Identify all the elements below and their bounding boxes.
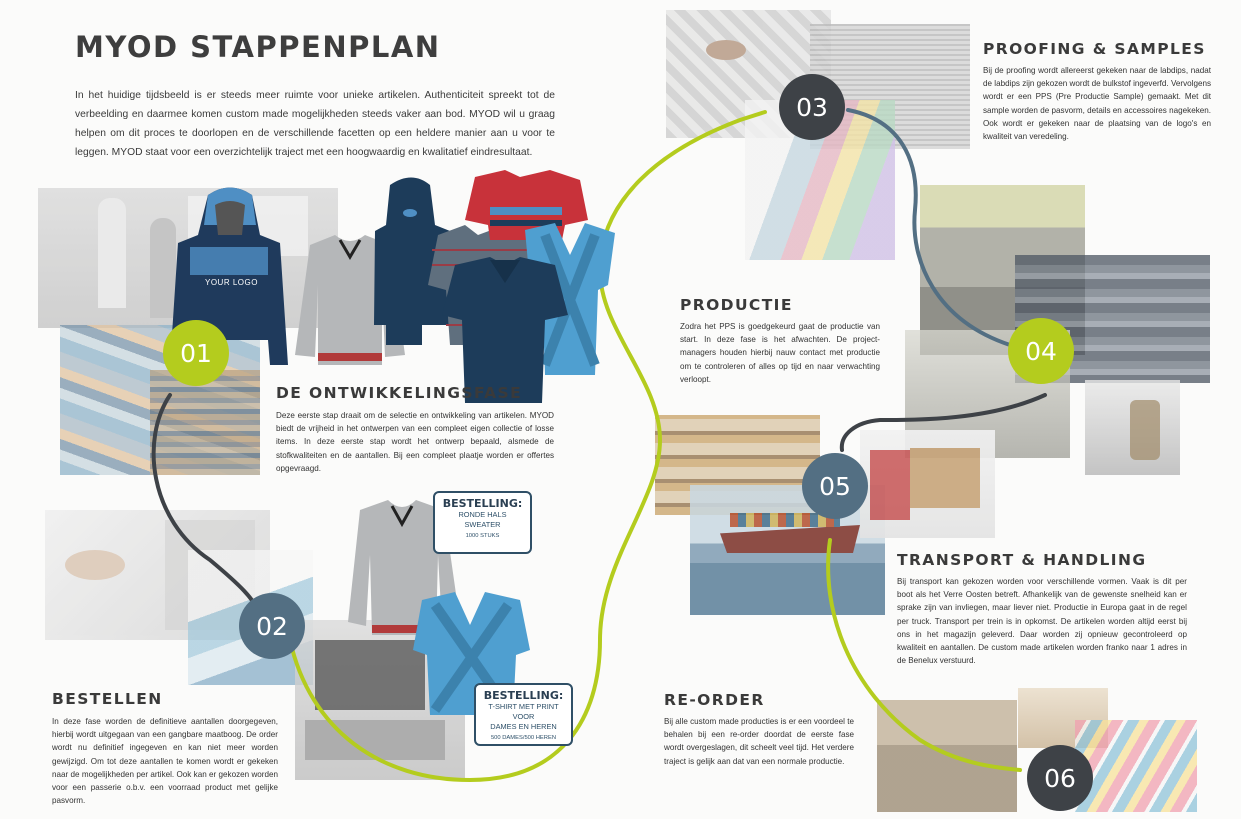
order-heading: BESTELLING: <box>442 497 523 510</box>
section-body: Bij transport kan gekozen worden voor verschillende vormen. Vaak is dit per boot als het Verre Oosten betreft. Afhankelijk van de gewenste snelheid kan er sprake zijn van invliegen, maar liever niet. Productie in Europa gaat in de regel per truck. Transport per trein is in opkomst. De artikelen worden altijd eerst bij ons in het magazijn geleverd. Daar worden zij opnieuw gecontroleerd op kwaliteit en aantallen. De custom made artikelen worden franko naar 1 adres in de Benelux verstuurd. <box>897 577 1187 666</box>
section-reorder <box>664 691 854 768</box>
order-product: T-SHIRT MET PRINT VOOR <box>488 702 559 721</box>
order-product: RONDE HALS SWEATER <box>458 510 507 529</box>
section-proofing <box>983 40 1211 143</box>
section-body: Bij de proofing wordt allereerst gekeken naar de labdips, nadat de labdips zijn gekozen wordt de bulkstof ingeverfd. Vervolgens wordt er een PPS (Pre Productie Sample) gemaakt. Met dit sample worden de pasvorm, details en accessoires nagekeken. Ook wordt er gekeken naar de plaatsing van de logo's en kwaliteit van veredeling. <box>983 66 1211 142</box>
order-box-tshirt <box>474 683 573 746</box>
section-body: Deze eerste stap draait om de selectie en ontwikkeling van artikelen. MYOD biedt de vrijheid in het ontwerpen van een compleet eigen collectie of losse items. In deze eerste stap wordt het ontwerp bepaald, alsmede de stofkwaliteiten en de aantallen. Bij een compleet plaatje worden er offertes opgevraagd. <box>276 411 554 473</box>
page-title: MYOD STAPPENPLAN <box>75 30 441 64</box>
order-heading: BESTELLING: <box>483 689 564 702</box>
section-body: In deze fase worden de definitieve aantallen doorgegeven, hierbij wordt uitgegaan van een gangbare maatboog. De order wordt nu definitief ingegeven en kan niet meer worden gewijzigd. Om tot deze aantallen te komen wordt er gekeken naar de mogelijkheden per artikel. Ook kan er gekozen worden voor een passerie o.b.v. een voorraad product met gelijke pasvorm. <box>52 717 278 806</box>
order-product-sub: DAMES EN HEREN <box>490 722 557 731</box>
intro-paragraph: In het huidige tijdsbeeld is er steeds meer ruimte voor unieke artikelen. Authenticiteit spreekt tot de verbeelding en daarmee komen custom made mogelijkheden steeds vaker aan bod. MYOD wil u graag helpen om dit proces te doorlopen en de verschillende facetten op een heldere manier aan u voor te leggen. MYOD staat voor een overzichtelijk traject met een hoogwaardig en kwalitatief eindresultaat. <box>75 90 555 158</box>
step-05-badge: 05 <box>802 453 868 519</box>
red-polo <box>465 170 588 240</box>
section-title: PROOFING & SAMPLES <box>983 40 1206 58</box>
section-title: RE-ORDER <box>664 691 765 709</box>
hoodie-logo-text: YOUR LOGO <box>205 278 258 287</box>
step-01-badge: 01 <box>163 320 229 386</box>
section-bestellen <box>52 690 278 807</box>
section-body: Zodra het PPS is goedgekeurd gaat de productie van start. In deze fase is het afwachten. De project-managers houden hierbij nauw contact met productie om te controleren of alles op tijd en naar verwachting verloopt. <box>680 322 880 384</box>
step-06-badge: 06 <box>1027 745 1093 811</box>
order-quantity: 500 DAMES/500 HEREN <box>490 735 557 741</box>
step-04-badge: 04 <box>1008 318 1074 384</box>
order-box-sweater <box>433 491 532 554</box>
order-quantity: 1000 STUKS <box>465 533 500 539</box>
step-03-badge: 03 <box>779 74 845 140</box>
section-transport <box>897 551 1187 667</box>
section-title: BESTELLEN <box>52 690 163 708</box>
section-title: PRODUCTIE <box>680 296 793 314</box>
section-ontwikkelingsfase <box>276 384 554 475</box>
section-title: TRANSPORT & HANDLING <box>897 551 1147 569</box>
section-title: DE ONTWIKKELINGSFASE <box>276 384 523 402</box>
section-productie <box>680 296 880 386</box>
section-body: Bij alle custom made producties is er een voordeel te behalen bij een re-order doordat de eerste fase wordt overgeslagen, dit scheelt veel tijd. Het verdere traject is gelijk aan dat van een normale productie. <box>664 717 854 766</box>
step-02-badge: 02 <box>239 593 305 659</box>
